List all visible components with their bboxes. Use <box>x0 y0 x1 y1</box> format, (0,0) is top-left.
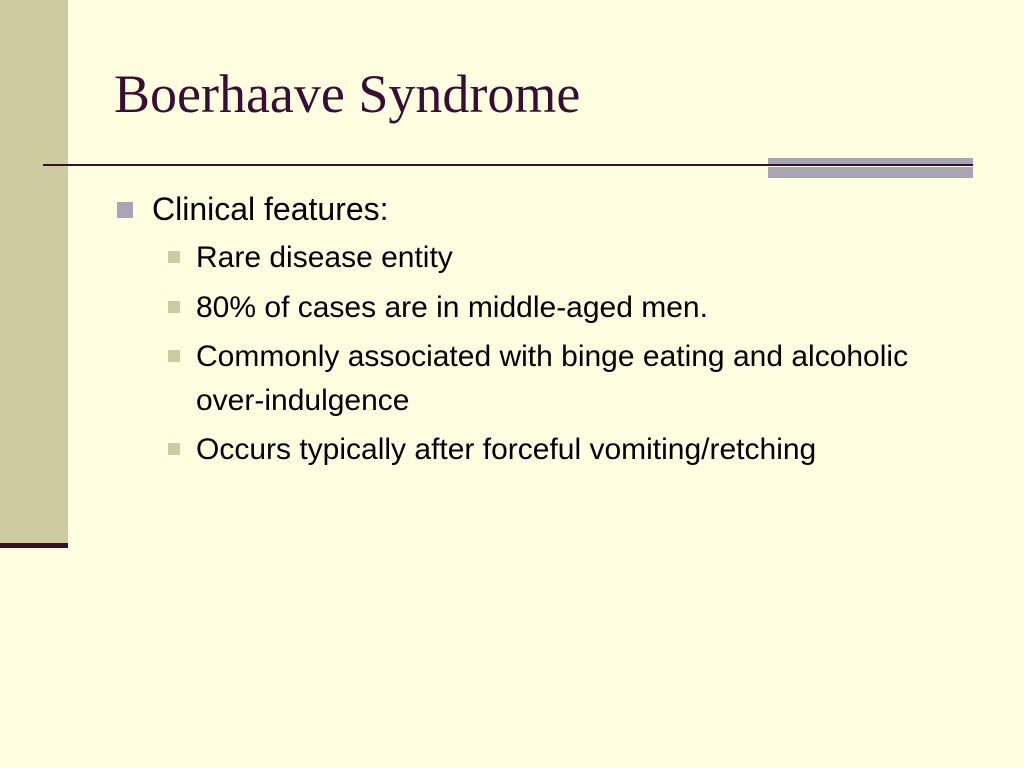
square-bullet-icon <box>168 251 180 263</box>
bullet-text: Clinical features: <box>152 191 389 227</box>
sub-bullet-middle-aged-men <box>166 286 936 330</box>
left-decorative-bar <box>0 0 68 545</box>
sub-bullet-binge-eating <box>166 335 936 422</box>
bullet-clinical-features <box>114 190 994 228</box>
sub-bullet-rare-disease <box>166 236 936 280</box>
square-bullet-icon <box>168 350 180 362</box>
sub-bullet-text: Occurs typically after forceful vomiting/retching <box>196 433 817 467</box>
sub-bullet-text: Commonly associated with binge eating and alcoholic over-indulgence <box>196 340 909 417</box>
square-bullet-icon <box>117 202 133 218</box>
square-bullet-icon <box>168 443 180 455</box>
slide-title: Boerhaave Syndrome <box>114 64 581 124</box>
sub-bullet-text: 80% of cases are in middle-aged men. <box>196 290 708 324</box>
accent-stripe-bar <box>768 158 973 178</box>
slide-content <box>114 190 994 472</box>
sub-bullet-text: Rare disease entity <box>196 241 453 275</box>
accent-stripe-top <box>768 158 973 164</box>
square-bullet-icon <box>168 301 180 313</box>
accent-stripe-bottom <box>768 167 973 178</box>
left-bar-underline <box>0 543 68 548</box>
sub-bullet-vomiting <box>166 428 936 472</box>
